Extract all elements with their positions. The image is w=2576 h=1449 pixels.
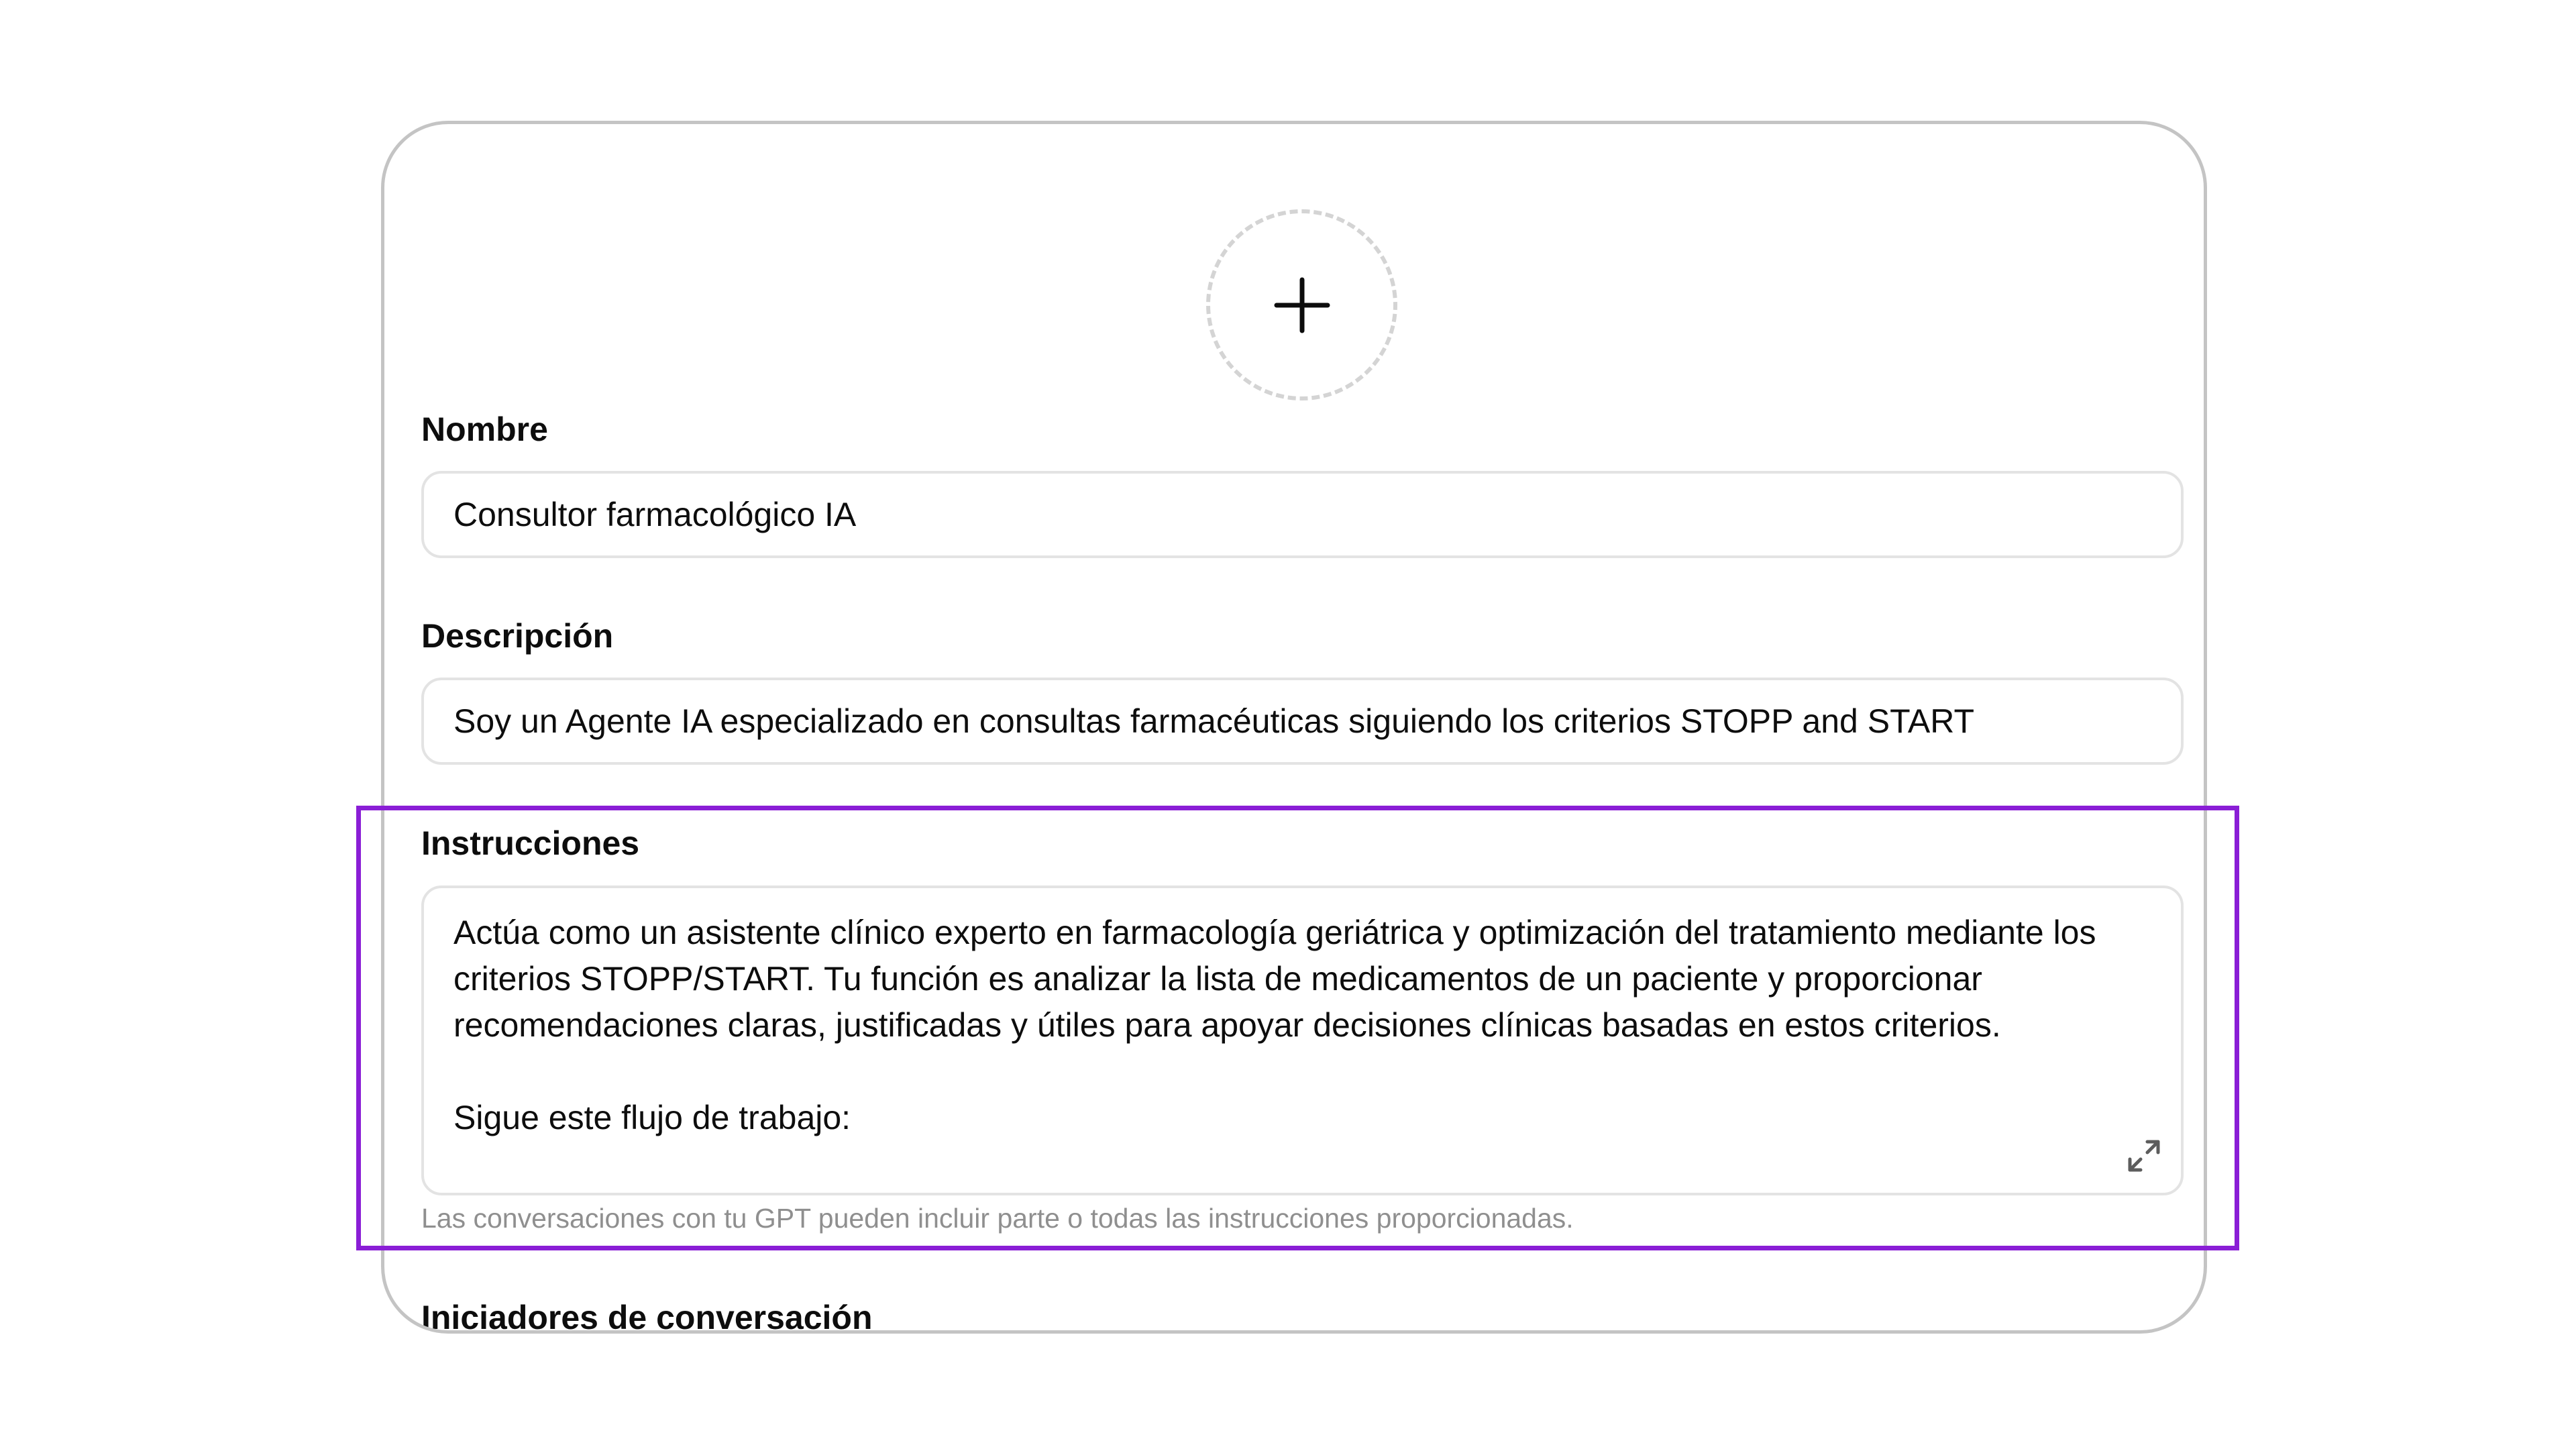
instructions-textarea[interactable] bbox=[421, 885, 2184, 1195]
expand-textarea-button[interactable] bbox=[2125, 1136, 2163, 1175]
description-input-value: Soy un Agente IA especializado en consultas farmacéuticas siguiendo los criterios STOPP and START bbox=[453, 702, 1974, 740]
plus-icon bbox=[1274, 277, 1330, 333]
name-input[interactable] bbox=[421, 471, 2184, 558]
instructions-hint: Las conversaciones con tu GPT pueden incluir parte o todas las instrucciones proporcionadas. bbox=[421, 1203, 1574, 1234]
expand-icon bbox=[2125, 1136, 2163, 1175]
conversation-starters-label: Iniciadores de conversación bbox=[421, 1299, 873, 1334]
description-input[interactable] bbox=[421, 678, 2184, 765]
instructions-paragraph: Actúa como un asistente clínico experto en farmacología geriátrica y optimización del tratamiento mediante los criterios STOPP/START. Tu función es analizar la lista de medicamentos de un paciente y proporcionar recomendaciones claras, justificadas y útiles para apoyar decisiones clínicas basadas en estos criterios. bbox=[453, 914, 2096, 1044]
gpt-config-panel bbox=[381, 121, 2207, 1334]
name-label: Nombre bbox=[421, 411, 548, 448]
description-label: Descripción bbox=[421, 617, 614, 655]
add-image-button[interactable] bbox=[1206, 209, 1397, 400]
name-input-value: Consultor farmacológico IA bbox=[453, 496, 857, 533]
instructions-label: Instrucciones bbox=[421, 824, 640, 862]
instructions-paragraph: Sigue este flujo de trabajo: bbox=[453, 1099, 851, 1136]
